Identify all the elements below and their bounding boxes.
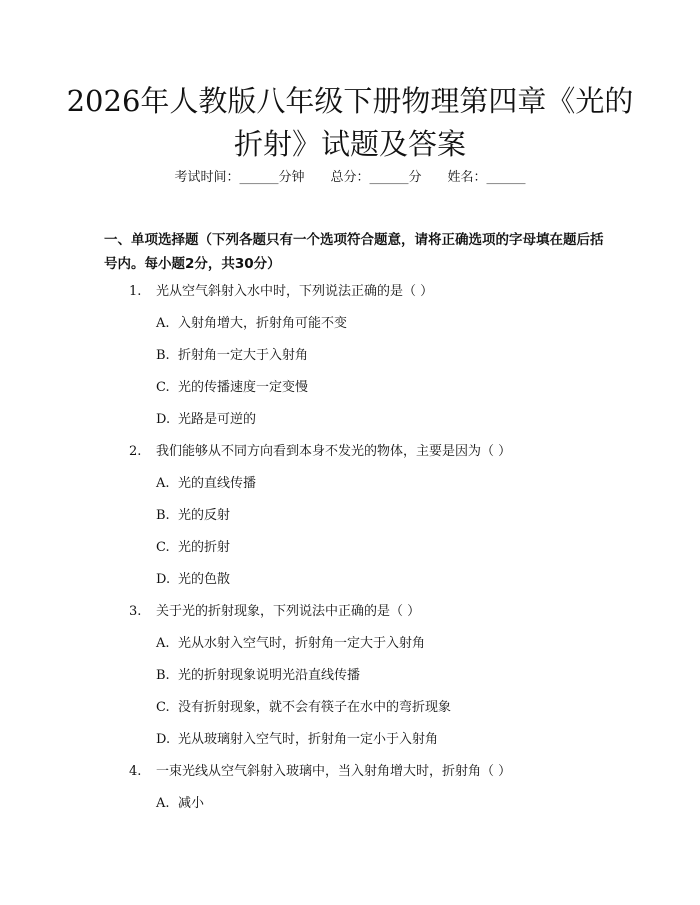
- option-letter: D.: [156, 732, 171, 747]
- option-text: 光的直线传播: [178, 476, 257, 491]
- question-3-option-d: [156, 730, 438, 750]
- question-3: [129, 602, 420, 622]
- option-text: 减小: [178, 796, 205, 811]
- option-letter: C.: [156, 700, 170, 715]
- option-letter: B.: [156, 668, 170, 683]
- option-letter: D.: [156, 572, 171, 587]
- question-2: [129, 442, 511, 462]
- option-letter: A.: [156, 476, 170, 491]
- question-text: 光从空气斜射入水中时，下列说法正确的是（ ）: [156, 284, 434, 299]
- question-1-option-d: [156, 410, 256, 430]
- question-1-option-a: [156, 314, 347, 334]
- option-text: 光的反射: [178, 508, 231, 523]
- option-text: 光的传播速度一定变慢: [178, 380, 309, 395]
- question-text: 关于光的折射现象，下列说法中正确的是（ ）: [156, 604, 421, 619]
- question-1: [129, 282, 433, 302]
- page-title: 2026年人教版八年级下册物理第四章《光的折射》试题及答案: [66, 84, 634, 161]
- section-heading: 一、单项选择题（下列各题只有一个选项符合题意，请将正确选项的字母填在题后括号内。每小题2分，共30分）: [104, 232, 604, 272]
- question-3-option-a: [156, 634, 425, 654]
- option-text: 光的折射: [178, 540, 231, 555]
- exam-info-line: [0, 168, 700, 188]
- option-letter: A.: [156, 636, 170, 651]
- question-text: 我们能够从不同方向看到本身不发光的物体，主要是因为（ ）: [156, 444, 512, 459]
- question-number: 2.: [129, 444, 142, 459]
- option-letter: A.: [156, 796, 170, 811]
- option-text: 光的折射现象说明光沿直线传播: [178, 668, 361, 683]
- question-1-option-c: [156, 378, 308, 398]
- question-2-option-d: [156, 570, 230, 590]
- option-letter: A.: [156, 316, 170, 331]
- option-text: 光从水射入空气时，折射角一定大于入射角: [178, 636, 426, 651]
- option-text: 没有折射现象，就不会有筷子在水中的弯折现象: [178, 700, 452, 715]
- option-text: 折射角一定大于入射角: [178, 348, 309, 363]
- question-2-option-c: [156, 538, 230, 558]
- question-number: 1.: [129, 284, 142, 299]
- total-score-label: 总分：______分: [330, 170, 422, 185]
- option-letter: D.: [156, 412, 171, 427]
- option-letter: B.: [156, 348, 170, 363]
- question-number: 3.: [129, 604, 142, 619]
- exam-time-label: 考试时间：______分钟: [174, 170, 305, 185]
- option-letter: C.: [156, 380, 170, 395]
- question-3-option-c: [156, 698, 451, 718]
- question-4: [129, 762, 511, 782]
- option-text: 光从玻璃射入空气时，折射角一定小于入射角: [178, 732, 439, 747]
- option-text: 光路是可逆的: [178, 412, 257, 427]
- question-1-option-b: [156, 346, 308, 366]
- question-4-option-a: [156, 794, 204, 814]
- question-2-option-a: [156, 474, 256, 494]
- student-name-label: 姓名：______: [447, 170, 526, 185]
- question-2-option-b: [156, 506, 230, 526]
- option-text: 光的色散: [178, 572, 231, 587]
- question-text: 一束光线从空气斜射入玻璃中，当入射角增大时，折射角（ ）: [156, 764, 512, 779]
- option-text: 入射角增大，折射角可能不变: [178, 316, 348, 331]
- option-letter: B.: [156, 508, 170, 523]
- option-letter: C.: [156, 540, 170, 555]
- question-3-option-b: [156, 666, 360, 686]
- question-number: 4.: [129, 764, 142, 779]
